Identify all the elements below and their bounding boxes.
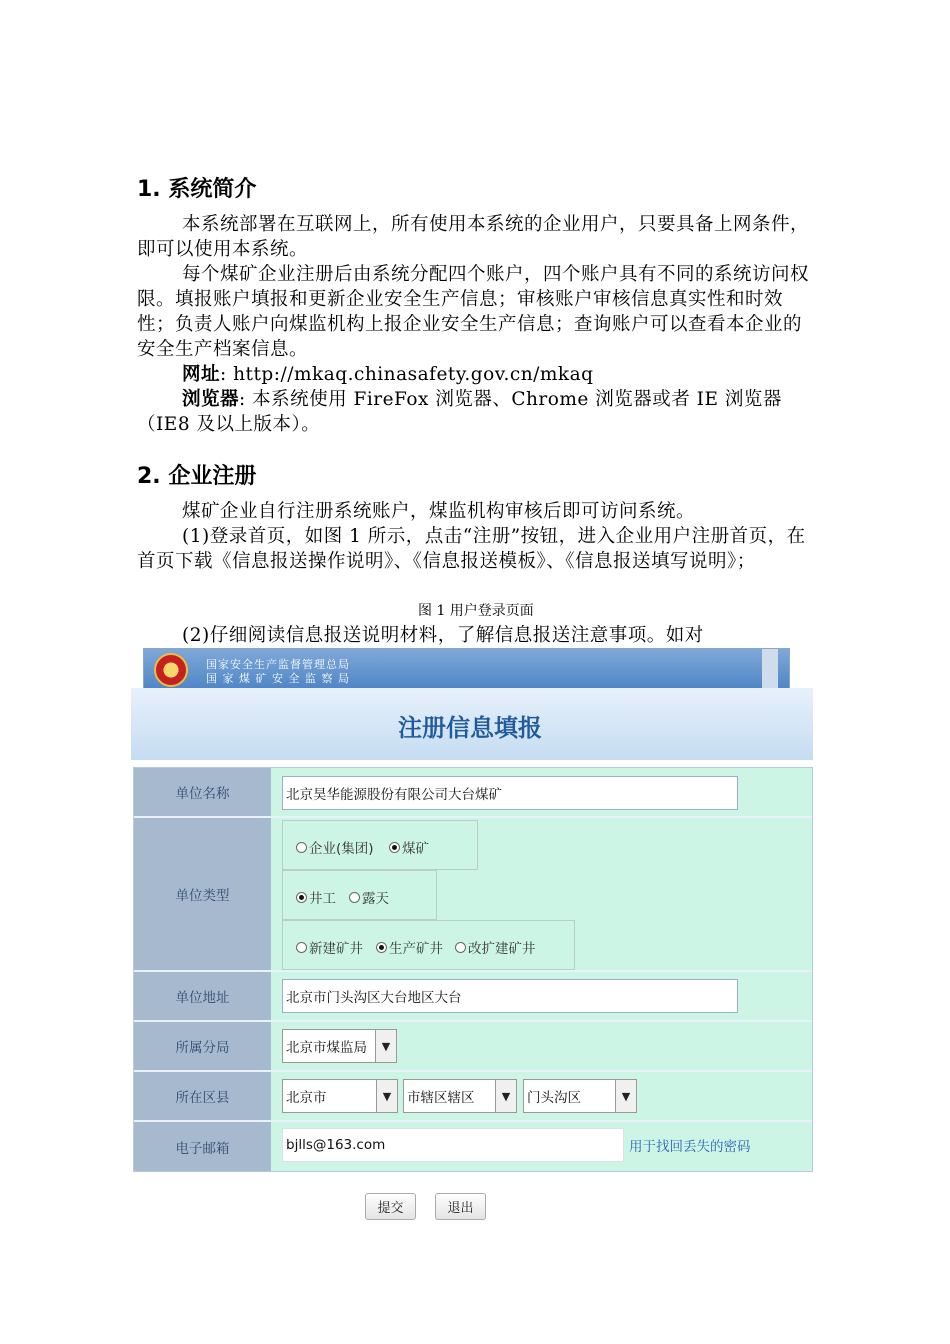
figure-caption: 图 1 用户登录页面 xyxy=(418,603,534,619)
label-unit-address: 单位地址 xyxy=(134,972,271,1022)
radio-expansion[interactable]: 改扩建矿井 xyxy=(455,937,536,957)
form-title: 注册信息填报 xyxy=(398,714,542,742)
unit-name-input[interactable]: 北京昊华能源股份有限公司大台煤矿 xyxy=(282,776,738,810)
url-label: 网址 xyxy=(182,364,221,385)
area-value: 市辖区辖区 xyxy=(407,1090,475,1106)
submit-button[interactable]: 提交 xyxy=(365,1193,416,1220)
paragraph: 每个煤矿企业注册后由系统分配四个账户，四个账户具有不同的系统访问权限。填报账户填报和更新企业安全生产信息；审核账户审核信息真实性和时效性；负责人账户向煤监机构上报企业安全生产信息；查询账户可以查看本企业的安全生产档案信息。 xyxy=(137,264,810,360)
city-select[interactable] xyxy=(282,1079,398,1113)
label-email: 电子邮箱 xyxy=(134,1122,271,1171)
radio-mine[interactable]: 煤矿 xyxy=(389,837,429,857)
area-select[interactable] xyxy=(403,1079,517,1113)
browser-value: : 本系统使用 FireFox 浏览器、Chrome 浏览器或者 IE 浏览器（IE8 及以上版本）。 xyxy=(137,389,782,435)
email-hint: 用于找回丢失的密码 xyxy=(629,1139,751,1155)
site-banner xyxy=(143,648,790,690)
form-title-bar xyxy=(131,688,813,760)
exit-button[interactable]: 退出 xyxy=(435,1193,486,1220)
section-2-title: 2. 企业注册 xyxy=(137,464,257,489)
radio-enterprise[interactable]: 企业(集团) xyxy=(296,837,374,857)
radio-underground[interactable]: 井工 xyxy=(296,887,336,907)
unit-address-input[interactable]: 北京市门头沟区大台地区大台 xyxy=(282,979,738,1013)
registration-form xyxy=(133,767,813,1172)
county-value: 门头沟区 xyxy=(527,1090,581,1106)
banner-line1: 国家安全生产监督管理总局 xyxy=(206,658,350,671)
paragraph: (2)仔细阅读信息报送说明材料，了解信息报送注意事项。如对 xyxy=(182,625,704,646)
radio-newbuild[interactable]: 新建矿井 xyxy=(296,937,363,957)
banner-line2: 国 家 煤 矿 安 全 监 察 局 xyxy=(206,672,350,685)
city-value: 北京市 xyxy=(286,1090,327,1106)
label-district: 所在区县 xyxy=(134,1072,271,1122)
bureau-value: 北京市煤监局 xyxy=(286,1040,367,1056)
section-1-title: 1. 系统简介 xyxy=(137,177,257,202)
label-unit-name: 单位名称 xyxy=(134,768,271,818)
url-value: : http://mkaq.chinasafety.gov.cn/mkaq xyxy=(220,364,594,385)
label-unit-type: 单位类型 xyxy=(134,818,271,972)
row-divider xyxy=(271,970,812,972)
browser-label: 浏览器 xyxy=(182,389,240,410)
email-input[interactable]: bjlls@163.com xyxy=(282,1128,624,1162)
paragraph: 本系统部署在互联网上，所有使用本系统的企业用户，只要具备上网条件，即可以使用本系统。 xyxy=(137,214,810,260)
banner-edge xyxy=(762,649,778,689)
org-type-group xyxy=(282,820,478,870)
chevron-down-icon[interactable]: ▼ xyxy=(375,1030,396,1062)
bureau-select[interactable] xyxy=(282,1029,397,1063)
radio-openpit[interactable]: 露天 xyxy=(349,887,389,907)
county-select[interactable] xyxy=(523,1079,637,1113)
paragraph: (1)登录首页，如图 1 所示，点击“注册”按钮，进入企业用户注册首页，在首页下载《信息报送操作说明》、《信息报送模板》、《信息报送填写说明》； xyxy=(137,526,806,572)
radio-production[interactable]: 生产矿井 xyxy=(376,937,443,957)
mining-method-group xyxy=(282,870,437,920)
chevron-down-icon[interactable]: ▼ xyxy=(376,1080,397,1112)
url-line xyxy=(137,362,817,387)
row-divider xyxy=(271,1020,812,1022)
paragraph: 煤矿企业自行注册系统账户，煤监机构审核后即可访问系统。 xyxy=(182,501,696,522)
row-divider xyxy=(271,1120,812,1122)
row-divider xyxy=(271,816,812,818)
national-emblem-icon xyxy=(154,653,188,687)
browser-line xyxy=(137,387,817,437)
chevron-down-icon[interactable]: ▼ xyxy=(495,1080,516,1112)
row-divider xyxy=(271,1070,812,1072)
label-bureau: 所属分局 xyxy=(134,1022,271,1072)
chevron-down-icon[interactable]: ▼ xyxy=(615,1080,636,1112)
mine-status-group xyxy=(282,920,575,970)
